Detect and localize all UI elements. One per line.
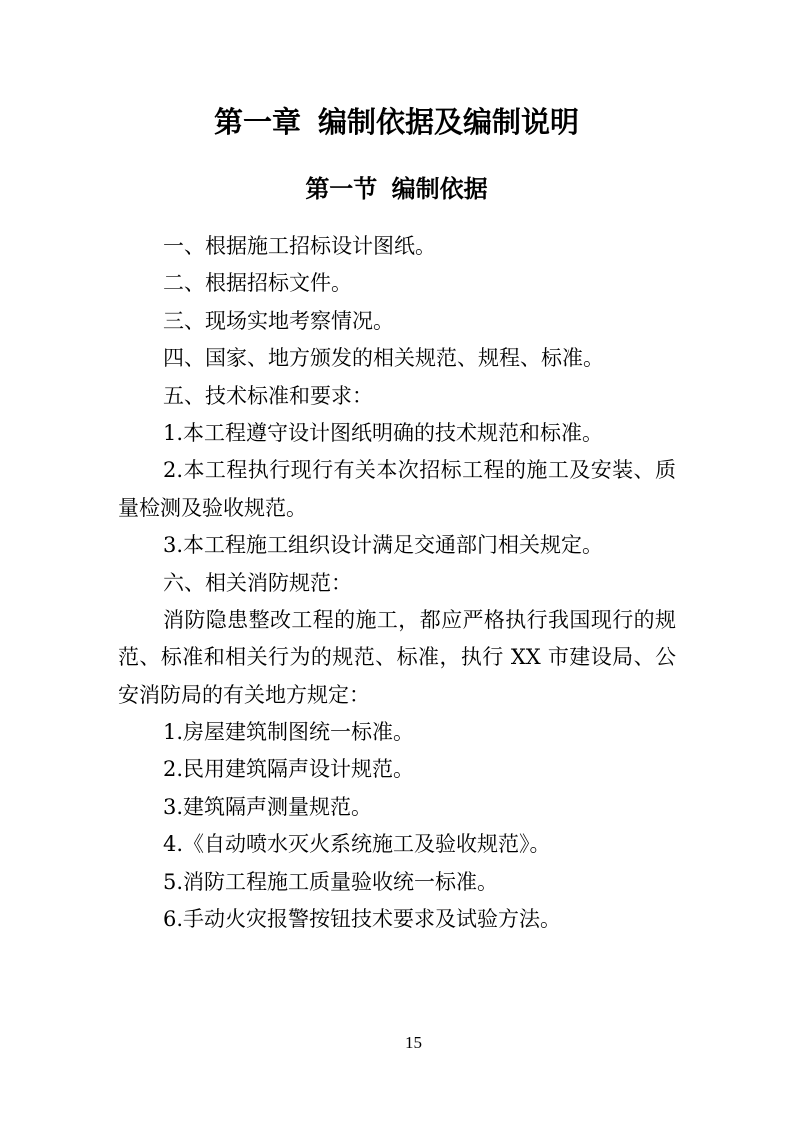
paragraph	[118, 565, 676, 602]
text-line: 1.本工程遵守设计图纸明确的技术规范和标准。	[163, 420, 604, 445]
text-line: 2.本工程执行现行有关本次招标工程的施工及安装、质	[163, 458, 676, 483]
text-line: 4.《自动喷水灭火系统施工及验收规范》。	[163, 832, 551, 857]
text-line: 3.建筑隔声测量规范。	[163, 794, 373, 819]
text-line: 四、国家、地方颁发的相关规范、规程、标准。	[163, 346, 604, 371]
text-line: 二、根据招标文件。	[163, 271, 352, 296]
paragraph	[118, 228, 676, 265]
text-line: 1.房屋建筑制图统一标准。	[163, 720, 415, 745]
text-line: 6.手动火灾报警按钮技术要求及试验方法。	[163, 907, 562, 932]
paragraph	[118, 527, 676, 564]
text-line: 5.消防工程施工质量验收统一标准。	[163, 869, 499, 894]
chapter-title: 第一章 编制依据及编制说明	[213, 105, 580, 139]
text-line: 安消防局的有关地方规定：	[118, 682, 370, 707]
text-line: 三、现场实地考察情况。	[163, 308, 394, 333]
paragraph	[118, 826, 676, 863]
text-line: 五、技术标准和要求：	[163, 383, 373, 408]
paragraph	[118, 452, 676, 527]
paragraph	[118, 303, 676, 340]
paragraph	[118, 602, 676, 714]
paragraph	[118, 340, 676, 377]
body-text	[118, 228, 676, 938]
page-number: 15	[405, 1033, 422, 1052]
text-line: 范、标准和相关行为的规范、标准，执行 XX 市建设局、公	[118, 645, 676, 670]
text-line: 3.本工程施工组织设计满足交通部门相关规定。	[163, 533, 604, 558]
paragraph	[118, 901, 676, 938]
paragraph	[118, 415, 676, 452]
paragraph	[118, 378, 676, 415]
paragraph	[118, 789, 676, 826]
paragraph	[118, 751, 676, 788]
paragraph	[118, 714, 676, 751]
text-line: 量检测及验收规范。	[118, 495, 307, 520]
paragraph	[118, 265, 676, 302]
section-title: 第一节 编制依据	[305, 174, 488, 203]
text-line: 一、根据施工招标设计图纸。	[163, 234, 436, 258]
text-line: 消防隐患整改工程的施工，都应严格执行我国现行的规	[163, 607, 676, 632]
paragraph	[118, 864, 676, 901]
text-line: 2.民用建筑隔声设计规范。	[163, 757, 415, 782]
text-line: 六、相关消防规范：	[163, 570, 352, 595]
